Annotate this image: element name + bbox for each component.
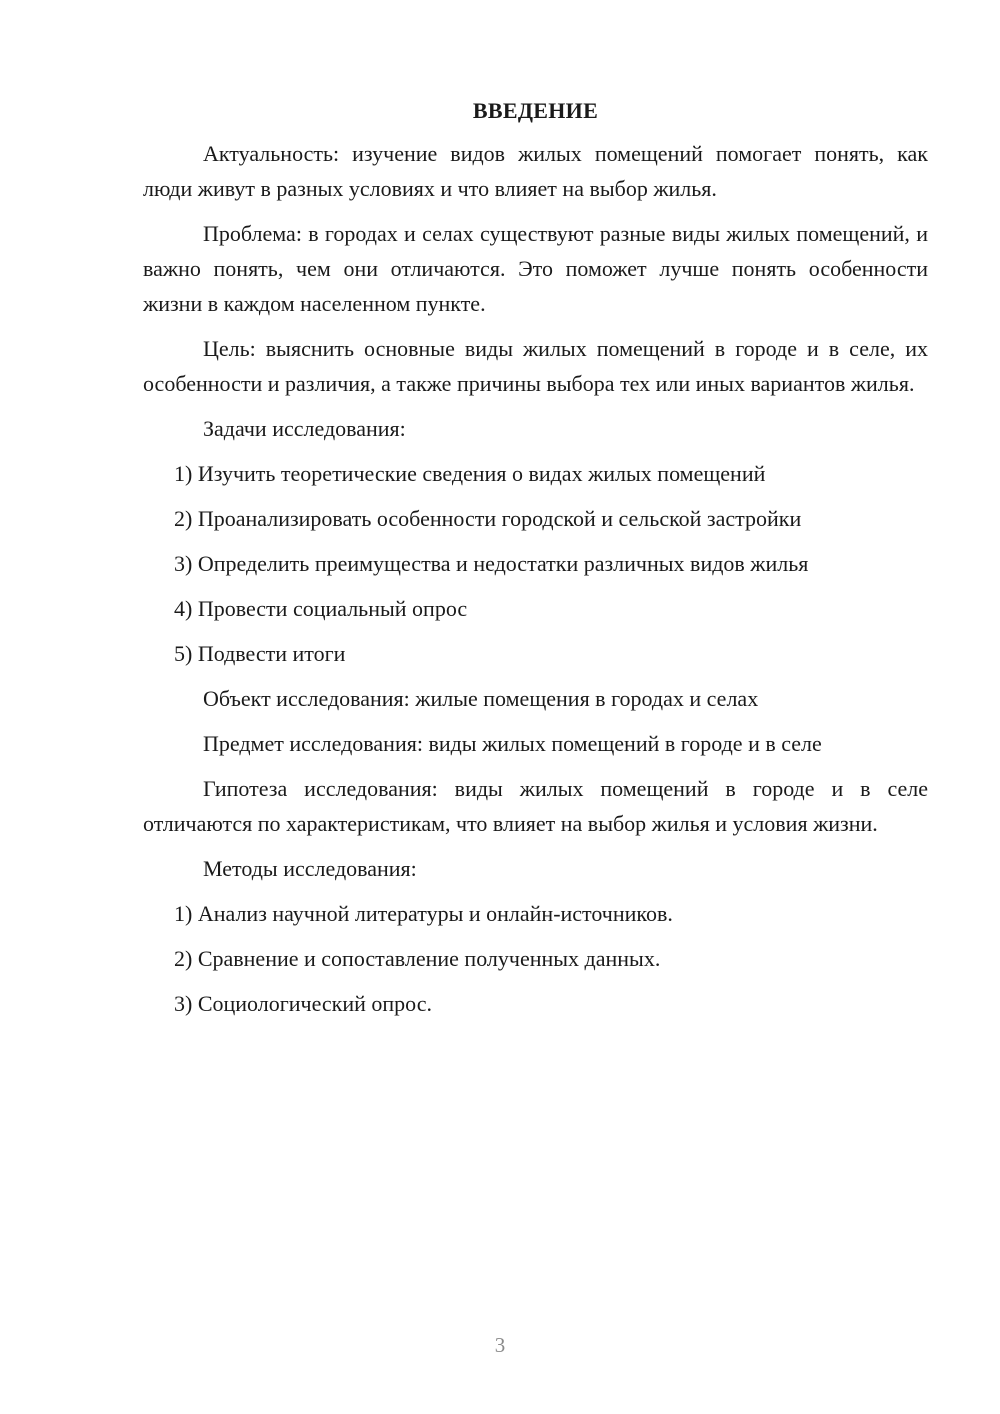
task-item: 1) Изучить теоретические сведения о видах жилых помещений (174, 461, 766, 486)
task-item: 5) Подвести итоги (174, 641, 346, 666)
task-item: 2) Проанализировать особенности городской и сельской застройки (174, 506, 802, 531)
object-line: Объект исследования: жилые помещения в городах и селах (203, 686, 759, 711)
method-item: 3) Социологический опрос. (174, 991, 432, 1016)
section-title: ВВЕДЕНИЕ (472, 98, 599, 123)
subject-line: Предмет исследования: виды жилых помещений в городе и в селе (203, 731, 822, 756)
tasks-heading: Задачи исследования: (203, 416, 406, 441)
hypothesis-paragraph: Гипотеза исследования: виды жилых помещений в городе и в селе отличаются по характеристикам, что влияет на выбор жилья и условия жизни. (143, 776, 928, 836)
method-item: 2) Сравнение и сопоставление полученных данных. (174, 946, 661, 971)
problem-paragraph: Проблема: в городах и селах существуют разные виды жилых помещений, и важно понять, чем они отличаются. Это поможет лучше понять особенности жизни в каждом населенном пункте. (143, 221, 928, 316)
task-item: 4) Провести социальный опрос (174, 596, 468, 621)
task-item: 3) Определить преимущества и недостатки различных видов жилья (174, 551, 809, 576)
goal-paragraph: Цель: выяснить основные виды жилых помещений в городе и в селе, их особенности и различия, а также причины выбора тех или иных вариантов жилья. (143, 336, 928, 396)
relevance-paragraph: Актуальность: изучение видов жилых помещений помогает понять, как люди живут в разных условиях и что влияет на выбор жилья. (143, 141, 928, 201)
method-item: 1) Анализ научной литературы и онлайн-источников. (174, 901, 673, 926)
page-number: 3 (494, 1333, 506, 1357)
methods-heading: Методы исследования: (203, 856, 417, 881)
document-page (143, 96, 928, 1031)
